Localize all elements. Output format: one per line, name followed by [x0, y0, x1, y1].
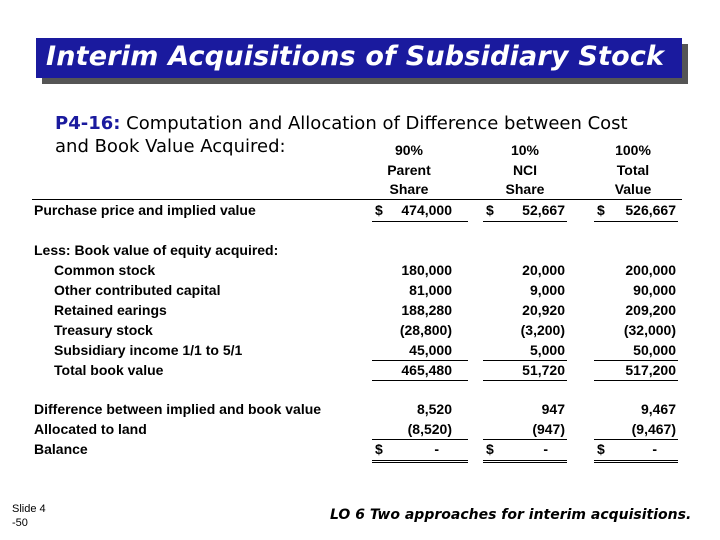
header-parent-pct: 90% — [394, 142, 424, 158]
row-label: Common stock — [54, 262, 156, 278]
purchase-underline-total — [594, 221, 678, 222]
header-value-label: Value — [614, 181, 652, 197]
cell-nci: 9,000 — [529, 282, 565, 298]
cell-parent: 188,280 — [401, 302, 452, 318]
dollar-sign: $ — [597, 202, 605, 218]
header-nci-pct: 10% — [510, 142, 540, 158]
dollar-sign: $ — [375, 202, 383, 218]
row-allocated-to-land — [0, 421, 720, 441]
cell-total: 526,667 — [625, 202, 676, 218]
row-label: Allocated to land — [34, 421, 147, 437]
cell-nci: 20,000 — [522, 262, 565, 278]
cell-nci: - — [543, 441, 548, 457]
slide-number-line1: Slide 4 — [12, 503, 46, 515]
cell-parent: 81,000 — [409, 282, 452, 298]
row-label: Subsidiary income 1/1 to 5/1 — [54, 342, 243, 358]
dollar-sign: $ — [486, 441, 494, 457]
cell-parent: 474,000 — [401, 202, 452, 218]
balance-double-rule-parent — [372, 460, 468, 463]
cell-nci: (947) — [532, 421, 565, 437]
cell-total: (9,467) — [631, 421, 676, 437]
row-subsidiary-income — [0, 342, 720, 362]
balance-rule-nci — [483, 439, 567, 440]
balance-rule-parent — [372, 439, 468, 440]
cell-nci: 20,920 — [522, 302, 565, 318]
cell-total: 90,000 — [633, 282, 676, 298]
header-nci-label: NCI — [512, 161, 538, 178]
balance-double-rule-total — [594, 460, 678, 463]
row-label: Balance — [34, 441, 88, 457]
cell-nci: 51,720 — [522, 362, 565, 378]
row-purchase-price — [0, 202, 720, 222]
row-less-book-value — [0, 242, 720, 262]
row-label: Retained earings — [54, 302, 167, 318]
cell-parent: 8,520 — [416, 401, 452, 417]
subtotal-rule-parent — [372, 360, 468, 361]
cell-parent: 180,000 — [401, 262, 452, 278]
row-total-book-value — [0, 362, 720, 382]
header-nci-share — [480, 141, 570, 200]
dollar-sign: $ — [375, 441, 383, 457]
header-parent-share-label: Share — [389, 181, 429, 197]
cell-parent: (8,520) — [407, 421, 452, 437]
dollar-sign: $ — [597, 441, 605, 457]
cell-total: (32,000) — [623, 322, 676, 338]
row-label: Other contributed capital — [54, 282, 221, 298]
balance-rule-total — [594, 439, 678, 440]
title-bar — [36, 38, 682, 78]
header-parent-share — [364, 141, 454, 200]
row-label: Total book value — [54, 362, 164, 378]
total-rule-nci — [483, 380, 567, 381]
cell-parent: (28,800) — [399, 322, 452, 338]
total-rule-parent — [372, 380, 468, 381]
header-nci-share-label: Share — [505, 181, 545, 197]
row-label: Treasury stock — [54, 322, 153, 338]
cell-nci: 947 — [541, 401, 565, 417]
balance-double-rule-nci — [483, 460, 567, 463]
row-treasury-stock — [0, 322, 720, 342]
cell-nci: 5,000 — [529, 342, 565, 358]
problem-code: P4-16: — [55, 113, 121, 134]
row-label: Difference between implied and book value — [34, 401, 322, 417]
row-difference — [0, 401, 720, 421]
cell-parent: - — [434, 441, 439, 457]
subtotal-rule-total — [594, 360, 678, 361]
subtitle-line1: Computation and Allocation of Difference between Cost — [126, 113, 628, 134]
cell-total: 209,200 — [625, 302, 676, 318]
row-label: Less: Book value of equity acquired: — [34, 242, 279, 258]
cell-total: 50,000 — [633, 342, 676, 358]
row-balance — [0, 441, 720, 461]
cell-nci: 52,667 — [522, 202, 565, 218]
subtitle-line2: and Book Value Acquired: — [55, 136, 286, 157]
row-label: Purchase price and implied value — [34, 202, 256, 218]
slide-number-line2: -50 — [12, 517, 28, 529]
header-parent-label: Parent — [387, 161, 431, 178]
subtotal-rule-nci — [483, 360, 567, 361]
total-rule-total — [594, 380, 678, 381]
header-total-value — [588, 141, 678, 200]
purchase-underline-parent — [372, 221, 468, 222]
cell-nci: (3,200) — [520, 322, 565, 338]
cell-parent: 45,000 — [409, 342, 452, 358]
cell-parent: 465,480 — [401, 362, 452, 378]
dollar-sign: $ — [486, 202, 494, 218]
row-other-contributed-capital — [0, 282, 720, 302]
slide-title: Interim Acquisitions of Subsidiary Stock — [46, 41, 665, 72]
cell-total: 9,467 — [640, 401, 676, 417]
header-total-label: Total — [616, 161, 650, 178]
purchase-underline-nci — [483, 221, 567, 222]
header-rule — [32, 199, 682, 200]
cell-total: 200,000 — [625, 262, 676, 278]
row-common-stock — [0, 262, 720, 282]
cell-total: - — [652, 441, 657, 457]
learning-objective: LO 6 Two approaches for interim acquisitions. — [330, 507, 692, 523]
slide-number — [12, 502, 46, 530]
header-total-pct: 100% — [615, 142, 651, 158]
cell-total: 517,200 — [625, 362, 676, 378]
row-retained-earnings — [0, 302, 720, 322]
